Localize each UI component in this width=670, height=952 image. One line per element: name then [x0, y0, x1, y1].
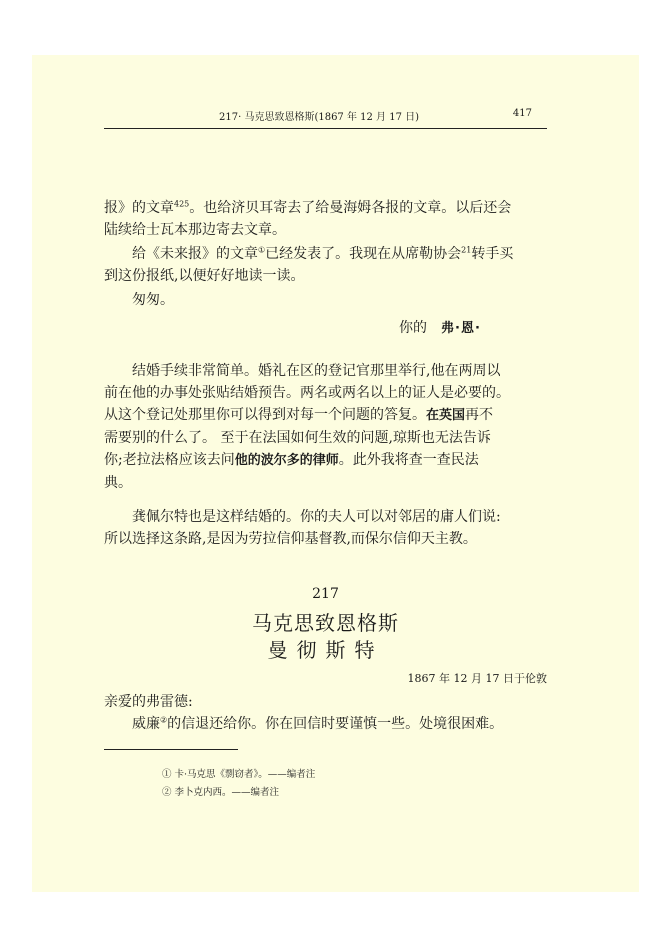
page-number: 417	[512, 108, 532, 119]
running-header	[104, 108, 546, 123]
running-title: 217· 马克思致恩格斯(1867 年 12 月 17 日)	[219, 112, 420, 123]
paragraph-gumpert: 龚佩尔特也是这样结婚的。你的夫人可以对邻居的庸人们说: 所以选择这条路,是因为劳拉信仰基督教,而保尔信仰天主教。	[104, 509, 501, 547]
footnote-rule	[104, 749, 238, 750]
footnote-2: ② 李卜克内西。——编者注	[162, 787, 280, 798]
paragraph-continuation: 报》的文章$^{425}$。也给济贝耳寄去了给曼海姆各报的文章。以后还会 陆续给士瓦本那边寄去文章。	[104, 199, 512, 238]
letter-place: 曼彻斯特	[267, 638, 384, 662]
salutation: 亲爱的弗雷德:	[104, 694, 193, 710]
paragraph-zukunft: 给《未来报》的文章①已经发表了。我现在从席勒协会$^{21}$转手买 到这份报纸,以便好好地读一读。	[104, 245, 514, 284]
letter-date: 1867 年 12 月 17 日于伦敦	[407, 672, 547, 685]
letter-number: 217	[312, 586, 339, 602]
signature: 你的 弗·恩·	[399, 320, 481, 336]
footnote-1: ① 卡·马克思《剽窃者》。——编者注	[162, 769, 316, 780]
paragraph-salutation: 亲爱的弗雷德: 威廉②的信退还给你。你在回信时要谨慎一些。处境很困难。	[104, 691, 547, 735]
header-rule	[104, 128, 547, 129]
closing-hurry: 匆匆。	[132, 292, 174, 308]
paragraph-marriage: 结婚手续非常简单。婚礼在区的登记官那里举行,他在两周以 前在他的办事处张贴结婚预告。两名或两名以上的证人是必要的。 从这个登记处那里你可以得到对每一个问题的答复。在英国再不 需要别的什么了。 至于在法国如何生效的问题,琼斯也无法告诉 你;老拉法格应该去问他的波尔多的律师。此外我将查一查民法 典。	[104, 363, 510, 491]
letter-title: 马克思致恩格斯	[252, 611, 399, 635]
